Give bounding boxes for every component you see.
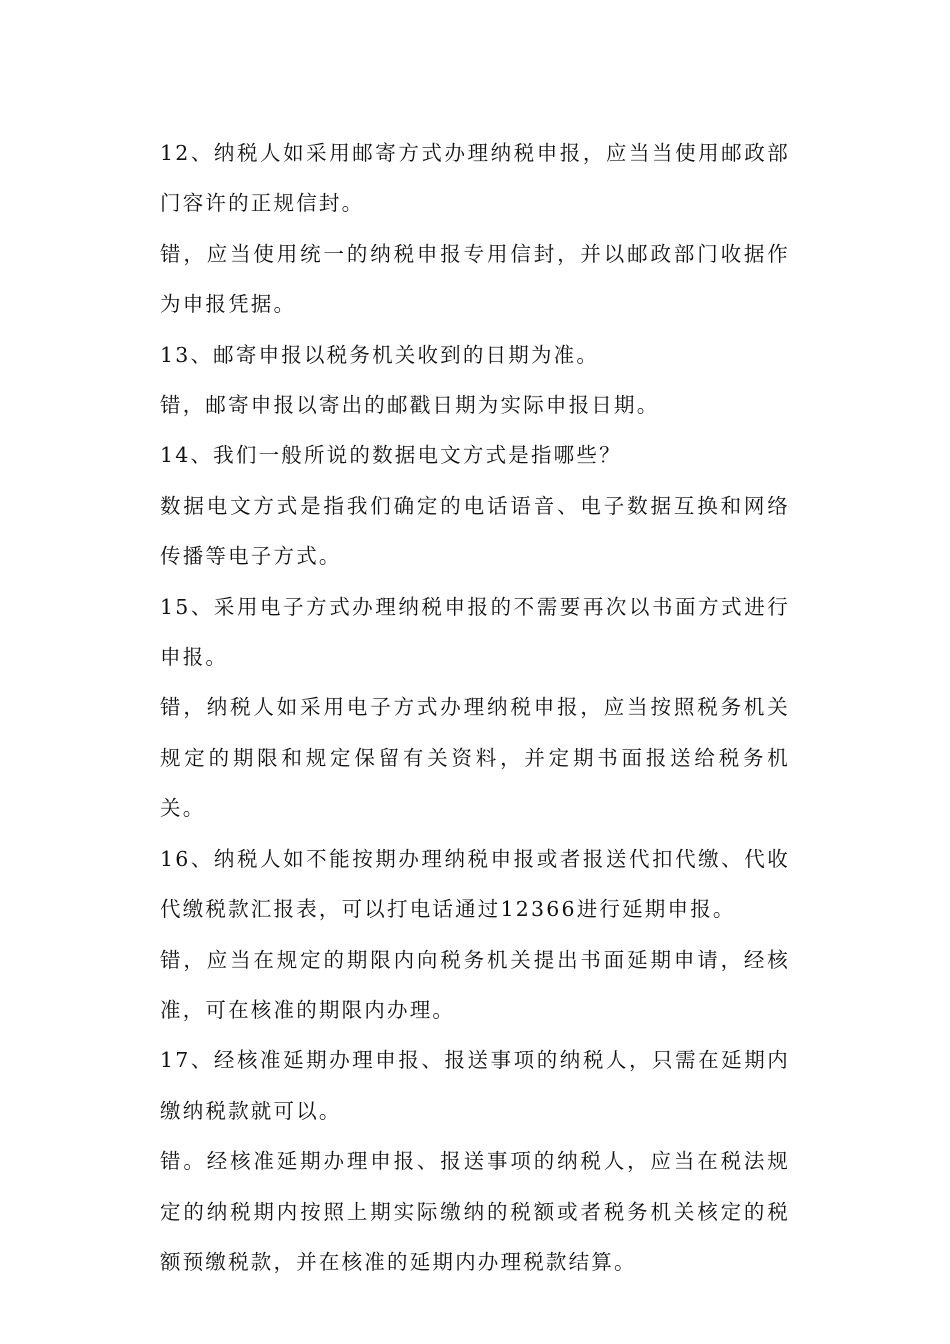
- answer-14: 数据电文方式是指我们确定的电话语音、电子数据互换和网络传播等电子方式。: [160, 493, 790, 569]
- document-body: [160, 128, 790, 1287]
- question-12: 12、纳税人如采用邮寄方式办理纳税申报，应当当使用邮政部门容许的正规信封。: [160, 141, 790, 216]
- question-13: 13、邮寄申报以税务机关收到的日期为准。: [160, 342, 600, 367]
- answer-17: 错。经核准延期办理申报、报送事项的纳税人，应当在税法规定的纳税期内按照上期实际缴纳的税额或者税务机关核定的税额预缴税款，并在核准的延期内办理税款结算。: [160, 1149, 790, 1274]
- answer-15: 错，纳税人如采用电子方式办理纳税申报，应当按照税务机关规定的期限和规定保留有关资料，并定期书面报送给税务机关。: [160, 695, 790, 821]
- question-15: 15、采用电子方式办理纳税申报的不需要再次以书面方式进行申报。: [160, 594, 790, 670]
- answer-12: 错，应当使用统一的纳税申报专用信封，并以邮政部门收据作为申报凭据。: [160, 241, 790, 317]
- question-17: 17、经核准延期办理申报、报送事项的纳税人，只需在延期内缴纳税款就可以。: [160, 1048, 790, 1123]
- answer-13: 错，邮寄申报以寄出的邮戳日期为实际申报日期。: [160, 393, 660, 418]
- question-16: 16、纳税人如不能按期办理纳税申报或者报送代扣代缴、代收代缴税款汇报表，可以打电话通过12366进行延期申报。: [160, 846, 790, 922]
- answer-16: 错，应当在规定的期限内向税务机关提出书面延期申请，经核准，可在核准的期限内办理。: [160, 947, 790, 1022]
- question-14: 14、我们一般所说的数据电文方式是指哪些？: [160, 443, 622, 468]
